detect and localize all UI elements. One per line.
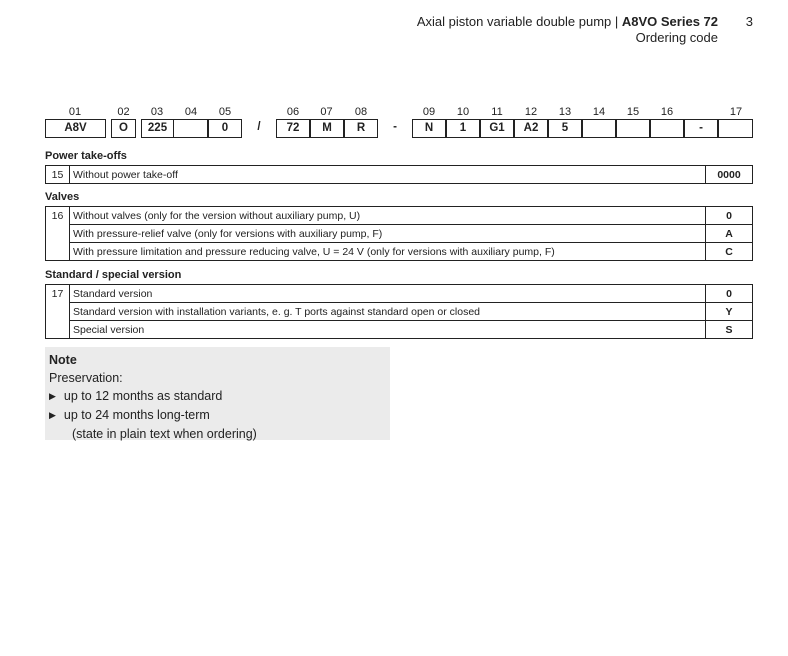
position-number: 16 [46, 207, 70, 225]
power-take-offs-table [45, 165, 753, 184]
code-box [650, 119, 684, 138]
table-row [46, 303, 753, 321]
code-number: 05 [218, 106, 232, 118]
code-box: N [412, 119, 446, 138]
code-number: 01 [68, 106, 82, 118]
code-box: G1 [480, 119, 514, 138]
code-box: O [111, 119, 136, 138]
code-number: 11 [491, 106, 503, 118]
position-number-blank [46, 243, 70, 261]
code-box: 1 [446, 119, 480, 138]
code-box [582, 119, 616, 138]
option-code: 0 [706, 207, 753, 225]
position-number-blank [46, 225, 70, 243]
page-header [417, 14, 718, 46]
option-description: With pressure-relief valve (only for versions with auxiliary pump, F) [70, 225, 706, 243]
code-number: 14 [592, 106, 606, 118]
code-box: 0 [208, 119, 242, 138]
code-separator: - [393, 121, 397, 133]
header-subtitle: Ordering code [635, 30, 718, 45]
option-code: C [706, 243, 753, 261]
code-number: 04 [184, 106, 198, 118]
code-box: 225 [141, 119, 174, 138]
note-bullet: ▶ up to 12 months as standard [49, 387, 386, 406]
section-title-power-take-offs: Power take-offs [45, 150, 127, 162]
code-number: 17 [729, 106, 743, 118]
option-code: 0 [706, 285, 753, 303]
code-number: 07 [320, 106, 333, 118]
code-number: 06 [286, 106, 300, 118]
code-number: 08 [354, 106, 368, 118]
position-number: 17 [46, 285, 70, 303]
option-description: Without power take-off [70, 166, 706, 184]
code-number: 16 [660, 106, 674, 118]
note-title: Note [49, 353, 77, 367]
code-box: R [344, 119, 378, 138]
code-number: 12 [524, 106, 538, 118]
note-continuation: (state in plain text when ordering) [72, 427, 257, 441]
ordering-code-strip [45, 106, 753, 140]
code-box: 72 [276, 119, 310, 138]
code-box [718, 119, 753, 138]
code-box: 5 [548, 119, 582, 138]
header-title: Axial piston variable double pump | A8VO Series 72 [416, 14, 718, 29]
code-separator: / [257, 121, 261, 133]
standard-special-table [45, 284, 753, 339]
code-number: 03 [150, 106, 164, 118]
table-row [46, 225, 753, 243]
code-number: 15 [626, 106, 640, 118]
table-row [46, 321, 753, 339]
code-number: 13 [558, 106, 572, 118]
code-separator: - [684, 119, 718, 138]
option-description: Special version [70, 321, 706, 339]
section-title-valves: Valves [45, 191, 80, 203]
header-series: A8VO Series 72 [621, 14, 718, 29]
table-row [46, 207, 753, 225]
table-row [46, 166, 753, 184]
position-number-blank [46, 321, 70, 339]
code-number: 10 [456, 106, 470, 118]
code-box: A8V [45, 119, 106, 138]
option-code: Y [706, 303, 753, 321]
code-number: 02 [117, 106, 130, 118]
option-code: A [706, 225, 753, 243]
option-description: Without valves (only for the version without auxiliary pump, U) [70, 207, 706, 225]
code-number: 09 [422, 106, 436, 118]
code-box [173, 119, 208, 138]
option-code: 0000 [706, 166, 753, 184]
code-box: A2 [514, 119, 548, 138]
valves-table [45, 206, 753, 261]
table-row [46, 243, 753, 261]
code-box: M [310, 119, 344, 138]
note-intro: Preservation: [49, 371, 123, 385]
option-description: Standard version [70, 285, 706, 303]
page-number: 3 [745, 14, 753, 29]
note-box [45, 347, 390, 440]
option-code: S [706, 321, 753, 339]
option-description: Standard version with installation variants, e. g. T ports against standard open or closed [70, 303, 706, 321]
section-title-standard-special: Standard / special version [45, 269, 182, 281]
table-row [46, 285, 753, 303]
position-number: 15 [46, 166, 70, 184]
code-box [616, 119, 650, 138]
position-number-blank [46, 303, 70, 321]
option-description: With pressure limitation and pressure reducing valve, U = 24 V (only for versions with auxiliary pump, F) [70, 243, 706, 261]
note-bullet: ▶ up to 24 months long-term [49, 406, 386, 425]
